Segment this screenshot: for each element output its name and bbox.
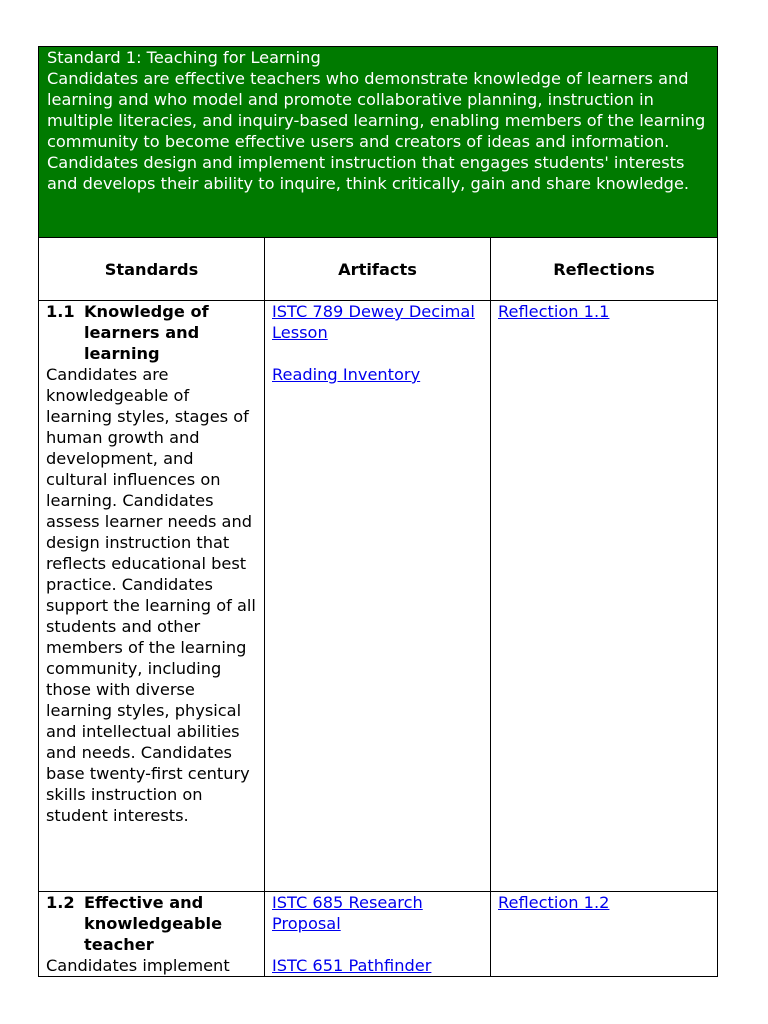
standards-table [38, 46, 718, 977]
reflection-link[interactable]: Reflection 1.1 [498, 302, 610, 321]
standard-title: Standard 1: Teaching for Learning [47, 48, 321, 67]
reflections-cell [491, 301, 718, 892]
standard-text: Candidates are knowledgeable of learning styles, stages of human growth and development, and cultural influences on learning. Candidates assess learner needs and design instruction that reflects educational best practice. Candidates support the learning of all students and other members of the learning community, including those with diverse learning styles, physical and intellectual abilities and needs. Candidates base twenty-first century skills instruction on student interests. [46, 365, 256, 825]
standard-cell [39, 301, 265, 892]
standard-name: Knowledge of learners and learning [84, 302, 209, 363]
column-header-reflections: Reflections [491, 238, 718, 301]
table-row [39, 892, 718, 977]
standard-heading [46, 892, 258, 955]
column-header-standards: Standards [39, 238, 265, 301]
standard-description: Candidates are effective teachers who demonstrate knowledge of learners and learning and who model and promote collaborative planning, instruction in multiple literacies, and inquiry-based learning, enabling members of the learning community to become effective users and creators of ideas and information. Candidates design and implement instruction that engages students' interests and develops their ability to inquire, think critically, gain and share knowledge. [47, 69, 706, 193]
artifact-link[interactable]: ISTC 651 Pathfinder [272, 956, 432, 975]
standard-header [39, 47, 718, 238]
reflections-cell [491, 892, 718, 977]
standard-text: Candidates implement [46, 956, 230, 975]
table-row [39, 301, 718, 892]
standard-number: 1.2 [46, 893, 75, 912]
standard-number: 1.1 [46, 302, 75, 321]
artifact-link[interactable]: Reading Inventory [272, 365, 421, 384]
standard-cell [39, 892, 265, 977]
column-header-artifacts: Artifacts [265, 238, 491, 301]
standard-heading [46, 301, 258, 364]
reflection-link[interactable]: Reflection 1.2 [498, 893, 610, 912]
standard-name: Effective and knowledgeable teacher [84, 893, 223, 954]
artifact-link[interactable]: ISTC 789 Dewey Decimal Lesson [272, 302, 475, 342]
artifact-link[interactable]: ISTC 685 Research Proposal [272, 893, 423, 933]
artifacts-cell [265, 301, 491, 892]
artifacts-cell [265, 892, 491, 977]
